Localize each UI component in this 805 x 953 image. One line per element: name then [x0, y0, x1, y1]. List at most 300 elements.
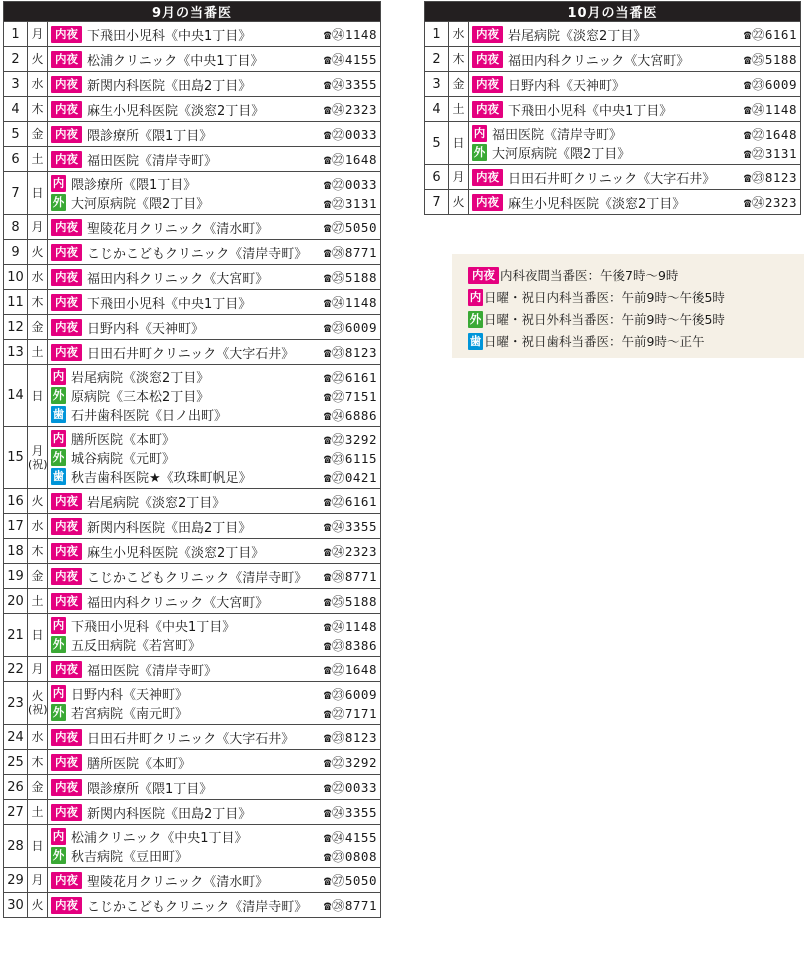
- weekday-cell: [28, 614, 48, 657]
- october-schedule-table: [424, 1, 801, 215]
- naiya-tag-icon: 内夜: [51, 294, 82, 311]
- naiya-tag-icon: 内夜: [51, 518, 82, 535]
- naiya-tag-icon: 内夜: [51, 493, 82, 510]
- hospital-name: 日野内科《天神町》: [87, 321, 205, 337]
- hospital-name: 新関内科医院《田島2丁目》: [87, 78, 252, 94]
- day-number: 27: [4, 800, 28, 825]
- day-number: 20: [4, 589, 28, 614]
- day-number: 28: [4, 825, 28, 868]
- duty-entry: [472, 100, 797, 119]
- holiday-note: (祝): [28, 703, 48, 716]
- naiya-tag-icon: 内夜: [51, 101, 82, 118]
- schedule-row: [4, 682, 381, 725]
- duty-entry: [51, 517, 377, 536]
- day-number: 3: [4, 72, 28, 97]
- weekday-cell: [449, 22, 469, 47]
- nai-tag-icon: 内: [52, 686, 65, 700]
- ge-tag-icon: 外: [52, 388, 65, 402]
- duty-info: [48, 868, 381, 893]
- duty-entry: [472, 75, 797, 94]
- duty-entry: [51, 125, 377, 144]
- naiya-tag-icon: 内夜: [51, 804, 82, 821]
- hospital-name: 若宮病院《南元町》: [71, 707, 189, 722]
- ge-tag-icon: 外: [52, 848, 65, 862]
- hospital-name: 大河原病院《隈2丁目》: [71, 197, 210, 212]
- schedule-row: [4, 340, 381, 365]
- hospital-name: 膳所医院《本町》: [71, 433, 176, 448]
- weekday: 水: [31, 77, 44, 91]
- phone-number: ☎㉓8123: [743, 170, 797, 185]
- naiya-tag-icon: 内夜: [51, 779, 82, 796]
- schedule-row: [4, 868, 381, 893]
- duty-info: [48, 22, 381, 47]
- weekday-cell: [28, 172, 48, 215]
- weekday: 火: [31, 494, 44, 508]
- weekday-cell: [28, 47, 48, 72]
- schedule-row: [4, 825, 381, 868]
- schedule-row: [4, 489, 381, 514]
- hospital-name: 下飛田小児科《中央1丁目》: [71, 620, 236, 635]
- day-number: 8: [4, 215, 28, 240]
- schedule-row: [4, 614, 381, 657]
- naiya-tag-icon: 内夜: [51, 872, 82, 889]
- duty-entry: [51, 25, 377, 44]
- schedule-row: [4, 365, 381, 427]
- weekday-cell: [449, 165, 469, 190]
- weekday-cell: [28, 265, 48, 290]
- weekday: 日: [31, 186, 44, 200]
- schedule-row: [4, 122, 381, 147]
- duty-info: [48, 657, 381, 682]
- phone-number: ☎㉔3355: [323, 77, 377, 92]
- holiday-note: (祝): [28, 457, 48, 471]
- weekday-cell: [28, 514, 48, 539]
- phone-number: ☎㉓8123: [323, 345, 377, 360]
- hospital-name: 福田内科クリニック《大宮町》: [87, 271, 269, 287]
- day-number: 18: [4, 539, 28, 564]
- hospital-name: 福田内科クリニック《大宮町》: [87, 595, 269, 611]
- schedule-row: [4, 147, 381, 172]
- weekday: 土: [31, 594, 44, 608]
- hospital-name: 石井歯科医院《日ノ出町》: [71, 409, 228, 424]
- weekday-cell: [449, 72, 469, 97]
- hospital-name: 隈診療所《隈1丁目》: [87, 781, 213, 797]
- hospital-name: 下飛田小児科《中央1丁目》: [87, 28, 252, 44]
- duty-entry: [51, 50, 377, 69]
- phone-number: ☎㉓0808: [323, 848, 377, 864]
- weekday: 月: [452, 170, 465, 184]
- day-number: 7: [425, 190, 449, 215]
- day-number: 9: [4, 240, 28, 265]
- duty-info: [48, 427, 381, 489]
- naiya-tag-icon: 内夜: [51, 26, 82, 43]
- weekday-cell: [449, 190, 469, 215]
- weekday: 水: [452, 27, 465, 41]
- duty-entry: [51, 635, 377, 654]
- naiya-tag-icon: 内夜: [51, 76, 82, 93]
- weekday: 日: [31, 839, 44, 853]
- weekday: 月: [31, 220, 44, 234]
- duty-entry: [51, 429, 377, 448]
- schedule-row: [4, 22, 381, 47]
- phone-number: ☎㉓6115: [323, 450, 377, 466]
- duty-entry: [51, 871, 377, 890]
- schedule-row: [4, 172, 381, 215]
- schedule-row: [425, 47, 801, 72]
- hospital-name: 下飛田小児科《中央1丁目》: [87, 296, 252, 312]
- naiya-tag-icon: 内夜: [51, 568, 82, 585]
- duty-entry: [51, 703, 377, 722]
- duty-entry: [51, 174, 377, 193]
- phone-number: ☎㉒1648: [743, 126, 797, 142]
- naiya-tag-icon: 内夜: [51, 126, 82, 143]
- duty-entry: [472, 168, 797, 187]
- phone-number: ☎㉔2323: [323, 544, 377, 559]
- legend-text: 日曜・祝日内科当番医：午前9時～午後5時: [484, 290, 725, 305]
- duty-entry: [51, 896, 377, 915]
- day-number: 25: [4, 750, 28, 775]
- schedule-row: [4, 539, 381, 564]
- phone-number: ☎㉔1148: [323, 295, 377, 310]
- duty-info: [48, 240, 381, 265]
- weekday: 月: [31, 27, 44, 41]
- duty-info: [48, 750, 381, 775]
- naiya-tag-icon: 内夜: [51, 661, 82, 678]
- schedule-row: [425, 22, 801, 47]
- duty-info: [469, 97, 801, 122]
- duty-info: [48, 682, 381, 725]
- day-number: 15: [4, 427, 28, 489]
- weekday: 火: [31, 898, 44, 912]
- duty-entry: [51, 218, 377, 237]
- day-number: 5: [425, 122, 449, 165]
- hospital-name: 日野内科《天神町》: [508, 78, 626, 94]
- duty-info: [48, 122, 381, 147]
- naiya-tag-icon: 内夜: [51, 51, 82, 68]
- naiya-tag-icon: 内夜: [51, 244, 82, 261]
- naiya-tag-icon: 内夜: [51, 319, 82, 336]
- phone-number: ☎㉔4155: [323, 829, 377, 845]
- duty-info: [469, 122, 801, 165]
- day-number: 22: [4, 657, 28, 682]
- day-number: 17: [4, 514, 28, 539]
- naiya-tag-icon: 内夜: [51, 219, 82, 236]
- phone-number: ☎㉒0033: [323, 780, 377, 795]
- schedule-row: [4, 215, 381, 240]
- phone-number: ☎㉔1148: [323, 27, 377, 42]
- september-schedule-table: [3, 1, 381, 918]
- hospital-name: こじかこどもクリニック《清岸寺町》: [87, 246, 308, 262]
- naiya-tag-icon: 内夜: [472, 76, 503, 93]
- schedule-row: [4, 514, 381, 539]
- duty-entry: [472, 124, 797, 143]
- hospital-name: 岩尾病院《淡窓2丁目》: [508, 28, 647, 44]
- hospital-name: 聖陵花月クリニック《清水町》: [87, 221, 269, 237]
- weekday: 日: [452, 136, 465, 150]
- naiya-tag-icon: 内夜: [51, 151, 82, 168]
- hospital-name: 秋吉歯科医院★《玖珠町帆足》: [71, 471, 252, 486]
- weekday-cell: [28, 775, 48, 800]
- duty-info: [48, 589, 381, 614]
- duty-entry: [51, 846, 377, 865]
- weekday-cell: [28, 800, 48, 825]
- phone-number: ☎㉒3292: [323, 431, 377, 447]
- weekday-cell: [28, 122, 48, 147]
- legend-text: 日曜・祝日外科当番医：午前9時～午後5時: [484, 312, 725, 327]
- day-number: 6: [425, 165, 449, 190]
- september-title-row: [4, 2, 381, 22]
- phone-number: ☎㉘8771: [323, 245, 377, 260]
- weekday: 火: [31, 52, 44, 66]
- weekday: 火: [31, 689, 44, 703]
- duty-entry: [51, 567, 377, 586]
- duty-entry: [51, 753, 377, 772]
- hospital-name: こじかこどもクリニック《清岸寺町》: [87, 570, 308, 586]
- hospital-name: 下飛田小児科《中央1丁目》: [508, 103, 673, 119]
- schedule-row: [4, 47, 381, 72]
- hospital-name: 新関内科医院《田島2丁目》: [87, 520, 252, 536]
- legend-text: 日曜・祝日歯科当番医：午前9時～正午: [484, 334, 705, 349]
- phone-number: ☎㉒6161: [323, 369, 377, 385]
- phone-number: ☎㉒7151: [323, 388, 377, 404]
- nai-tag-icon: 内: [52, 829, 65, 843]
- phone-number: ☎㉒6161: [743, 27, 797, 42]
- day-number: 1: [425, 22, 449, 47]
- ge-tag-icon: 外: [473, 145, 486, 159]
- duty-entry: [51, 542, 377, 561]
- day-number: 26: [4, 775, 28, 800]
- weekday-cell: [28, 725, 48, 750]
- hospital-name: 隈診療所《隈1丁目》: [87, 128, 213, 144]
- night-internal-tag-icon: 内夜: [468, 267, 499, 284]
- phone-number: ☎㉓6009: [323, 686, 377, 702]
- day-number: 19: [4, 564, 28, 589]
- hospital-name: 麻生小児科医院《淡窓2丁目》: [87, 545, 265, 561]
- shi-tag-icon: 歯: [52, 407, 65, 421]
- weekday-cell: [28, 315, 48, 340]
- hospital-name: 福田医院《清岸寺町》: [87, 663, 218, 679]
- weekday-cell: [28, 72, 48, 97]
- weekday: 日: [31, 628, 44, 642]
- hospital-name: 岩尾病院《淡窓2丁目》: [71, 371, 210, 386]
- duty-entry: [472, 143, 797, 162]
- duty-entry: [472, 25, 797, 44]
- duty-entry: [51, 684, 377, 703]
- phone-number: ☎㉒0033: [323, 127, 377, 142]
- weekday: 金: [452, 77, 465, 91]
- duty-info: [48, 290, 381, 315]
- weekday: 木: [31, 544, 44, 558]
- schedule-row: [4, 750, 381, 775]
- october-title: 10月の当番医: [425, 2, 801, 22]
- duty-info: [469, 165, 801, 190]
- hospital-name: 松浦クリニック《中央1丁目》: [87, 53, 264, 69]
- hospital-name: 福田内科クリニック《大宮町》: [508, 53, 690, 69]
- naiya-tag-icon: 内夜: [51, 344, 82, 361]
- phone-number: ☎㉘8771: [323, 898, 377, 913]
- legend-item-holiday-internal: [468, 288, 725, 306]
- legend-text: 内科夜間当番医：午後7時～9時: [500, 268, 679, 283]
- duty-entry: [51, 827, 377, 846]
- ge-tag-icon: 外: [52, 705, 65, 719]
- duty-info: [48, 775, 381, 800]
- weekday: 水: [31, 270, 44, 284]
- schedule-row: [4, 589, 381, 614]
- hospital-name: 日田石井町クリニック《大字石井》: [87, 731, 295, 747]
- hospital-name: こじかこどもクリニック《清岸寺町》: [87, 899, 308, 915]
- duty-info: [48, 800, 381, 825]
- weekday: 木: [452, 52, 465, 66]
- duty-entry: [51, 75, 377, 94]
- phone-number: ☎㉕5188: [743, 52, 797, 67]
- naiya-tag-icon: 内夜: [51, 897, 82, 914]
- weekday-cell: [28, 290, 48, 315]
- duty-entry: [51, 592, 377, 611]
- hospital-name: 隈診療所《隈1丁目》: [71, 178, 197, 193]
- phone-number: ☎㉓8123: [323, 730, 377, 745]
- duty-info: [48, 215, 381, 240]
- phone-number: ☎㉒1648: [323, 662, 377, 677]
- phone-number: ☎㉗5050: [323, 873, 377, 888]
- duty-entry: [51, 386, 377, 405]
- weekday: 月: [31, 662, 44, 676]
- schedule-row: [4, 240, 381, 265]
- nai-tag-icon: 内: [52, 369, 65, 383]
- day-number: 7: [4, 172, 28, 215]
- day-number: 24: [4, 725, 28, 750]
- shi-tag-icon: 歯: [52, 469, 65, 483]
- duty-entry: [51, 492, 377, 511]
- phone-number: ☎㉗5050: [323, 220, 377, 235]
- duty-info: [48, 614, 381, 657]
- weekday: 金: [31, 780, 44, 794]
- day-number: 12: [4, 315, 28, 340]
- hospital-name: 城谷病院《元町》: [71, 452, 176, 467]
- nai-tag-icon: 内: [473, 126, 486, 140]
- duty-info: [48, 725, 381, 750]
- day-number: 5: [4, 122, 28, 147]
- weekday: 土: [31, 805, 44, 819]
- legend-box: [452, 254, 804, 358]
- weekday-cell: [28, 682, 48, 725]
- hospital-name: 日田石井町クリニック《大字石井》: [508, 171, 716, 187]
- weekday-cell: [28, 868, 48, 893]
- phone-number: ☎㉒0033: [323, 176, 377, 192]
- hospital-name: 膳所医院《本町》: [87, 756, 192, 772]
- duty-info: [48, 825, 381, 868]
- duty-entry: [51, 367, 377, 386]
- weekday-cell: [449, 97, 469, 122]
- schedule-row: [4, 315, 381, 340]
- naiya-tag-icon: 内夜: [472, 26, 503, 43]
- duty-info: [48, 514, 381, 539]
- naiya-tag-icon: 内夜: [51, 754, 82, 771]
- hospital-name: 麻生小児科医院《淡窓2丁目》: [87, 103, 265, 119]
- weekday-cell: [28, 539, 48, 564]
- weekday-cell: [28, 589, 48, 614]
- phone-number: ☎㉓6009: [743, 77, 797, 92]
- naiya-tag-icon: 内夜: [472, 194, 503, 211]
- duty-entry: [51, 448, 377, 467]
- weekday: 火: [31, 245, 44, 259]
- weekday-cell: [28, 97, 48, 122]
- duty-info: [469, 22, 801, 47]
- weekday-cell: [449, 47, 469, 72]
- duty-info: [48, 97, 381, 122]
- day-number: 23: [4, 682, 28, 725]
- schedule-row: [4, 427, 381, 489]
- phone-number: ☎㉘8771: [323, 569, 377, 584]
- weekday-cell: [28, 657, 48, 682]
- duty-entry: [51, 268, 377, 287]
- hospital-name: 大河原病院《隈2丁目》: [492, 147, 631, 162]
- hospital-name: 福田医院《清岸寺町》: [492, 128, 623, 143]
- day-number: 1: [4, 22, 28, 47]
- duty-entry: [51, 803, 377, 822]
- duty-info: [48, 365, 381, 427]
- day-number: 30: [4, 893, 28, 918]
- phone-number: ☎㉕5188: [323, 594, 377, 609]
- duty-entry: [51, 193, 377, 212]
- weekday: 土: [31, 345, 44, 359]
- duty-info: [48, 489, 381, 514]
- schedule-row: [4, 265, 381, 290]
- weekday-cell: [449, 122, 469, 165]
- phone-number: ☎㉒7171: [323, 705, 377, 721]
- schedule-row: [4, 657, 381, 682]
- duty-entry: [51, 616, 377, 635]
- schedule-row: [425, 72, 801, 97]
- naiya-tag-icon: 内夜: [51, 729, 82, 746]
- day-number: 4: [425, 97, 449, 122]
- duty-entry: [51, 405, 377, 424]
- day-number: 11: [4, 290, 28, 315]
- duty-entry: [472, 50, 797, 69]
- duty-info: [48, 265, 381, 290]
- phone-number: ☎㉒1648: [323, 152, 377, 167]
- phone-number: ☎㉒3131: [743, 145, 797, 161]
- duty-info: [48, 539, 381, 564]
- september-title: 9月の当番医: [4, 2, 381, 22]
- weekday: 木: [31, 755, 44, 769]
- naiya-tag-icon: 内夜: [472, 51, 503, 68]
- weekday-cell: [28, 489, 48, 514]
- day-number: 21: [4, 614, 28, 657]
- duty-info: [469, 47, 801, 72]
- duty-entry: [51, 343, 377, 362]
- duty-entry: [51, 467, 377, 486]
- day-number: 13: [4, 340, 28, 365]
- phone-number: ☎㉓6009: [323, 320, 377, 335]
- schedule-row: [425, 97, 801, 122]
- day-number: 6: [4, 147, 28, 172]
- ge-tag-icon: 外: [52, 195, 65, 209]
- duty-info: [48, 315, 381, 340]
- duty-info: [48, 147, 381, 172]
- weekday-cell: [28, 240, 48, 265]
- day-number: 2: [425, 47, 449, 72]
- weekday-cell: [28, 750, 48, 775]
- phone-number: ☎㉔3355: [323, 805, 377, 820]
- duty-entry: [51, 243, 377, 262]
- day-number: 10: [4, 265, 28, 290]
- hospital-name: 松浦クリニック《中央1丁目》: [71, 831, 248, 846]
- duty-info: [48, 893, 381, 918]
- hospital-name: 日田石井町クリニック《大字石井》: [87, 346, 295, 362]
- weekday-cell: [28, 564, 48, 589]
- surgery-tag-icon: 外: [469, 311, 482, 326]
- duty-entry: [51, 728, 377, 747]
